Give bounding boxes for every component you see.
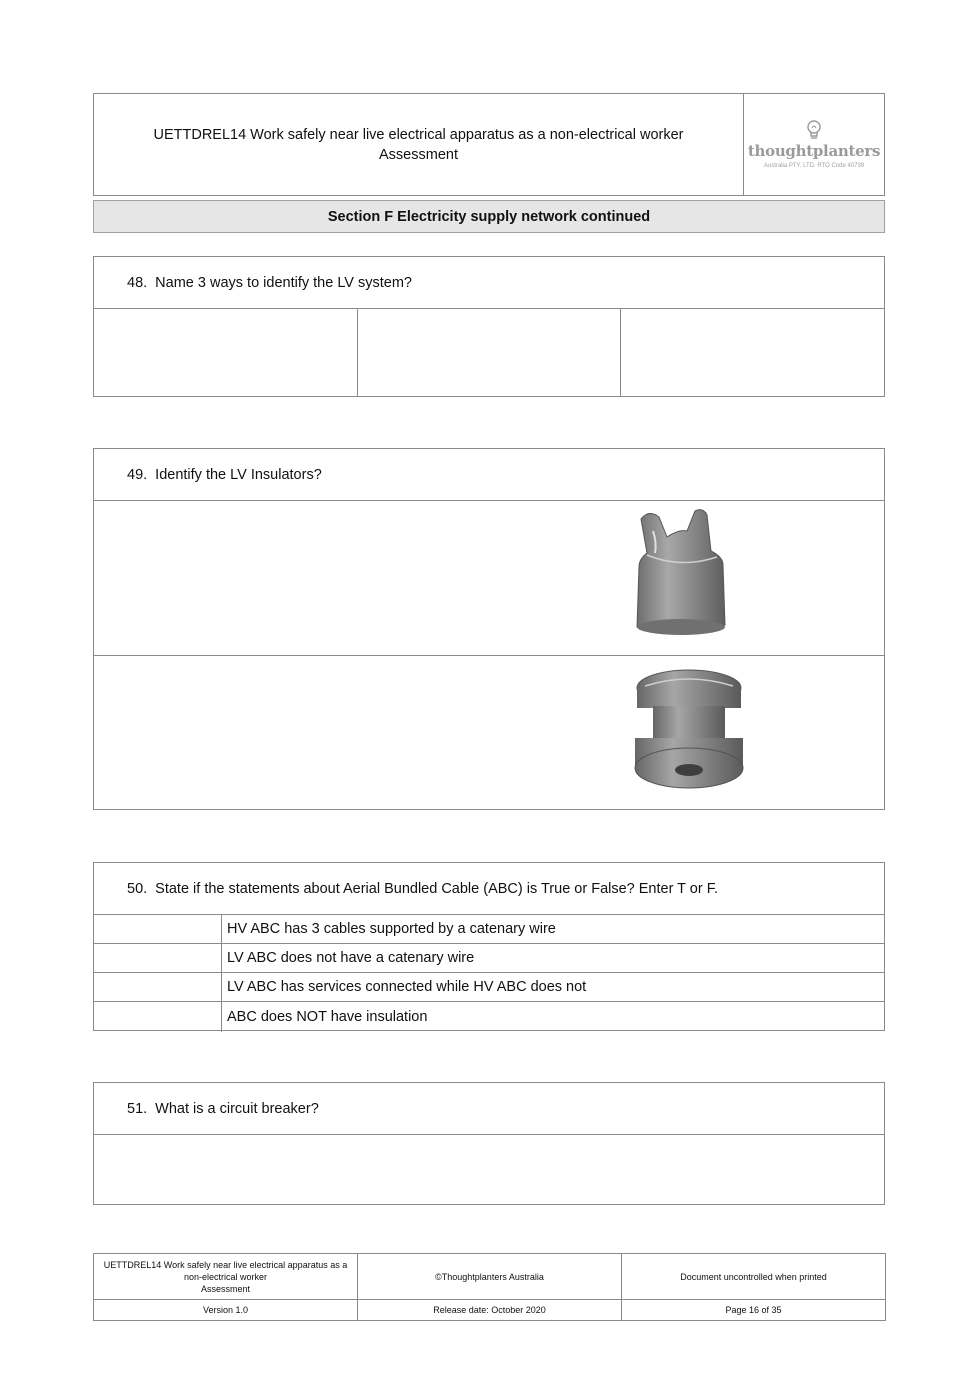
document-title-line1: UETTDREL14 Work safely near live electrical apparatus as a non-electrical worker	[153, 126, 684, 143]
footer-doc-line3: Assessment	[200, 1283, 251, 1294]
tf-answer-cell[interactable]	[94, 915, 222, 943]
question-text: State if the statements about Aerial Bundled Cable (ABC) is True or False? Enter T or F.	[155, 880, 719, 897]
tf-statement: HV ABC has 3 cables supported by a catenary wire	[227, 921, 556, 937]
footer-row-2	[94, 1300, 885, 1320]
answer-cell-2[interactable]	[358, 309, 622, 397]
footer-release	[358, 1300, 622, 1320]
table-row	[94, 915, 884, 944]
tf-answer-cell[interactable]	[94, 973, 222, 1001]
insulator-answer-row-1[interactable]	[94, 501, 884, 656]
page-footer	[93, 1253, 886, 1321]
insulator-answer-row-2[interactable]	[94, 656, 884, 811]
question-number: 50.	[127, 880, 148, 897]
true-false-table	[94, 915, 884, 1032]
logo-wordmark: thoughtplanters	[747, 142, 881, 160]
company-logo	[744, 94, 884, 195]
table-row	[94, 973, 884, 1002]
answer-area[interactable]	[94, 1135, 884, 1203]
answer-cell-3[interactable]	[621, 309, 884, 397]
document-header	[93, 93, 885, 196]
footer-doc-line1: UETTDREL14 Work safely near live electrical apparatus as a	[103, 1259, 348, 1270]
question-text: Identify the LV Insulators?	[155, 466, 322, 483]
footer-doc-line2: non-electrical worker	[183, 1271, 268, 1282]
lightbulb-icon	[806, 120, 822, 142]
question-text: What is a circuit breaker?	[155, 1100, 319, 1117]
document-title-line2: Assessment	[379, 146, 458, 163]
question-50-box	[93, 862, 885, 1031]
uncontrolled-text: Document uncontrolled when printed	[680, 1271, 827, 1282]
question-49-heading	[94, 449, 884, 501]
section-heading	[93, 200, 885, 233]
question-50-heading	[94, 863, 884, 915]
table-row	[94, 944, 884, 973]
answer-row	[94, 309, 884, 397]
question-49-box	[93, 448, 885, 810]
question-51-box	[93, 1082, 885, 1205]
tf-statement: LV ABC has services connected while HV ABC does not	[227, 979, 587, 995]
answer-cell-1[interactable]	[94, 309, 358, 397]
tf-answer-cell[interactable]	[94, 944, 222, 972]
document-title	[94, 94, 744, 195]
question-number: 48.	[127, 274, 148, 291]
footer-copyright	[358, 1254, 622, 1299]
pin-insulator-icon	[627, 507, 747, 641]
footer-version	[94, 1300, 358, 1320]
version-text: Version 1.0	[202, 1305, 249, 1315]
tf-answer-cell[interactable]	[94, 1002, 222, 1032]
question-text: Name 3 ways to identify the LV system?	[155, 274, 412, 291]
question-48-heading	[94, 257, 884, 309]
question-51-heading	[94, 1083, 884, 1135]
tf-statement: ABC does NOT have insulation	[227, 1009, 428, 1025]
question-number: 49.	[127, 466, 148, 483]
footer-page	[622, 1300, 885, 1320]
tf-statement: LV ABC does not have a catenary wire	[227, 950, 475, 966]
table-row	[94, 1002, 884, 1032]
footer-row-1	[94, 1254, 885, 1300]
release-text: Release date: October 2020	[433, 1305, 546, 1315]
logo-subtitle: Australia PTY. LTD. RTO Code 40739	[763, 163, 865, 169]
spool-insulator-icon	[631, 666, 747, 792]
section-title: Section F Electricity supply network continued	[327, 208, 651, 225]
footer-uncontrolled	[622, 1254, 885, 1299]
page-number: Page 16 of 35	[725, 1305, 782, 1315]
footer-document-title	[94, 1254, 358, 1299]
question-48-box	[93, 256, 885, 397]
question-number: 51.	[127, 1100, 148, 1117]
copyright-text: ©Thoughtplanters Australia	[435, 1271, 544, 1282]
